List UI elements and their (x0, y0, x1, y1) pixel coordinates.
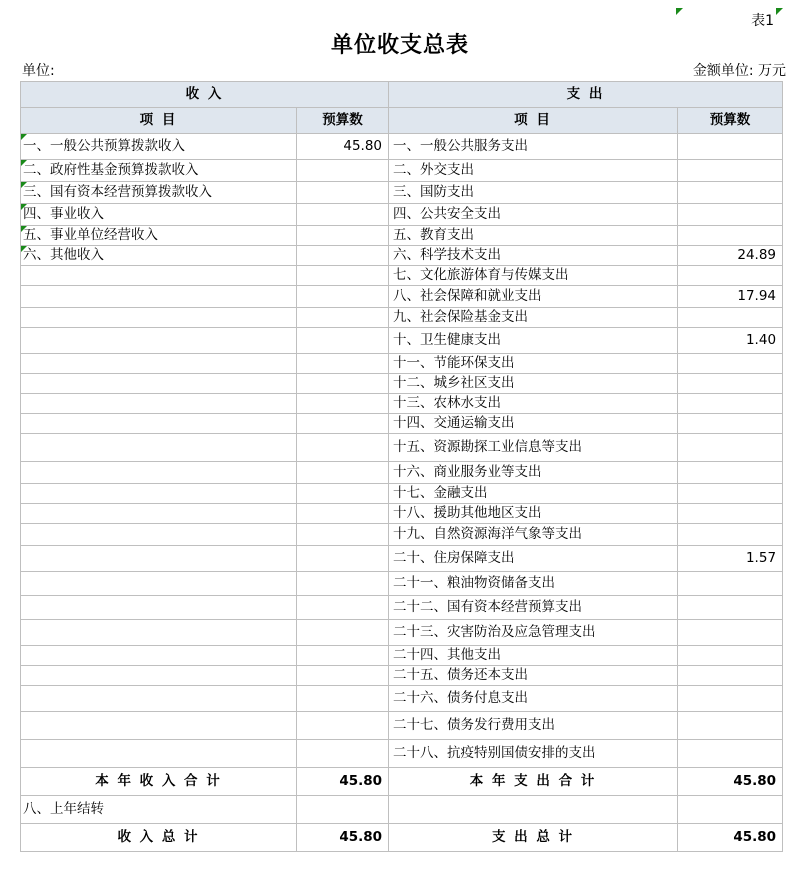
expense-value-cell (678, 374, 783, 394)
income-item-cell (21, 374, 297, 394)
expense-item-cell: 十五、资源勘探工业信息等支出 (389, 434, 678, 462)
table-row (21, 504, 783, 524)
income-item-cell (21, 504, 297, 524)
expense-value-cell (678, 160, 783, 182)
expense-value-cell (678, 394, 783, 414)
unit-label: 单位: (22, 63, 55, 79)
expense-item-cell: 八、社会保障和就业支出 (389, 286, 678, 308)
cell-comment-marker (776, 8, 783, 15)
expense-value-cell (678, 712, 783, 740)
income-value-cell (297, 666, 389, 686)
income-value-cell (297, 266, 389, 286)
income-item-cell: 四、事业收入 (21, 204, 297, 226)
income-item-cell (21, 328, 297, 354)
table-row (21, 134, 783, 160)
year-income-total-value: 45.80 (297, 768, 389, 796)
expense-item-cell: 十、卫生健康支出 (389, 328, 678, 354)
expense-budget-header: 预算数 (678, 108, 783, 134)
expense-item-cell: 十七、金融支出 (389, 484, 678, 504)
table-row (21, 686, 783, 712)
expense-value-cell (678, 462, 783, 484)
expense-item-cell: 六、科学技术支出 (389, 246, 678, 266)
table-row (21, 546, 783, 572)
table-row (21, 524, 783, 546)
expense-item-cell: 十一、节能环保支出 (389, 354, 678, 374)
budget-summary-table (20, 81, 783, 852)
expense-item-cell: 二十五、债务还本支出 (389, 666, 678, 686)
expense-value-cell (678, 266, 783, 286)
table-number-label: 表1 (751, 13, 774, 29)
income-item-cell (21, 572, 297, 596)
expense-item-cell: 二、外交支出 (389, 160, 678, 182)
income-item-cell (21, 266, 297, 286)
income-value-cell (297, 504, 389, 524)
cell-comment-marker (21, 246, 27, 252)
expense-grand-total-label: 支 出 总 计 (389, 824, 678, 852)
expense-item-cell: 一、一般公共服务支出 (389, 134, 678, 160)
expense-value-cell (678, 354, 783, 374)
expense-item-cell: 十二、城乡社区支出 (389, 374, 678, 394)
income-value-cell (297, 328, 389, 354)
expense-value-cell (678, 620, 783, 646)
expense-item-cell: 二十八、抗疫特别国债安排的支出 (389, 740, 678, 768)
expense-item-cell: 九、社会保险基金支出 (389, 308, 678, 328)
income-item-cell (21, 740, 297, 768)
income-item-cell (21, 354, 297, 374)
expense-value-cell (678, 596, 783, 620)
expense-item-cell: 二十七、债务发行费用支出 (389, 712, 678, 740)
income-value-cell (297, 546, 389, 572)
expense-item-cell: 四、公共安全支出 (389, 204, 678, 226)
table-row (21, 374, 783, 394)
income-value-cell (297, 646, 389, 666)
income-item-header: 项 目 (21, 108, 297, 134)
income-value-cell (297, 160, 389, 182)
table-row (21, 266, 783, 286)
income-item-cell (21, 546, 297, 572)
table-row (21, 484, 783, 504)
income-value-cell (297, 394, 389, 414)
expense-item-cell: 十六、商业服务业等支出 (389, 462, 678, 484)
table-row (21, 712, 783, 740)
income-item-cell (21, 596, 297, 620)
income-value-cell (297, 204, 389, 226)
income-grand-total-value: 45.80 (297, 824, 389, 852)
income-item-cell (21, 484, 297, 504)
expense-item-cell: 十四、交通运输支出 (389, 414, 678, 434)
table-row (21, 434, 783, 462)
income-value-cell (297, 374, 389, 394)
expense-value-cell: 1.40 (678, 328, 783, 354)
table-row (21, 328, 783, 354)
income-item-cell (21, 686, 297, 712)
cell-comment-marker (21, 160, 27, 166)
income-value-cell (297, 182, 389, 204)
income-header: 收 入 (21, 82, 389, 108)
table-row (21, 286, 783, 308)
income-item-cell (21, 394, 297, 414)
year-expense-total-label: 本 年 支 出 合 计 (389, 768, 678, 796)
table-row (21, 182, 783, 204)
expense-value-cell (678, 524, 783, 546)
cell-comment-marker (21, 182, 27, 188)
cell-comment-marker (676, 8, 683, 15)
income-value-cell (297, 246, 389, 266)
income-value-cell (297, 712, 389, 740)
expense-item-cell: 十八、援助其他地区支出 (389, 504, 678, 524)
expense-value-cell: 1.57 (678, 546, 783, 572)
income-value-cell (297, 740, 389, 768)
expense-value-cell: 17.94 (678, 286, 783, 308)
income-item-cell: 一、一般公共预算拨款收入 (21, 134, 297, 160)
expense-item-cell: 二十、住房保障支出 (389, 546, 678, 572)
expense-value-cell (678, 504, 783, 524)
income-item-cell: 二、政府性基金预算拨款收入 (21, 160, 297, 182)
carryover-expense-blank (389, 796, 678, 824)
expense-grand-total-value: 45.80 (678, 824, 783, 852)
carryover-row (21, 796, 783, 824)
table-row (21, 204, 783, 226)
expense-value-cell (678, 182, 783, 204)
income-value-cell (297, 686, 389, 712)
expense-item-header: 项 目 (389, 108, 678, 134)
expense-value-cell (678, 134, 783, 160)
income-budget-header: 预算数 (297, 108, 389, 134)
income-value-cell (297, 414, 389, 434)
income-value-cell (297, 434, 389, 462)
expense-value-cell (678, 434, 783, 462)
table-row (21, 740, 783, 768)
income-value-cell (297, 620, 389, 646)
year-expense-total-value: 45.80 (678, 768, 783, 796)
income-value-cell (297, 354, 389, 374)
expense-value-cell (678, 572, 783, 596)
income-item-cell (21, 524, 297, 546)
cell-comment-marker (21, 134, 27, 140)
table-row (21, 596, 783, 620)
table-body (21, 134, 783, 768)
income-item-cell (21, 462, 297, 484)
expense-value-cell (678, 484, 783, 504)
income-value-cell (297, 572, 389, 596)
cell-comment-marker (21, 204, 27, 210)
expense-item-cell: 二十二、国有资本经营预算支出 (389, 596, 678, 620)
income-item-cell (21, 286, 297, 308)
carryover-value (297, 796, 389, 824)
income-item-cell: 六、其他收入 (21, 246, 297, 266)
expense-value-cell (678, 308, 783, 328)
expense-item-cell: 三、国防支出 (389, 182, 678, 204)
expense-item-cell: 十九、自然资源海洋气象等支出 (389, 524, 678, 546)
expense-item-cell: 七、文化旅游体育与传媒支出 (389, 266, 678, 286)
income-value-cell (297, 596, 389, 620)
expense-item-cell: 二十三、灾害防治及应急管理支出 (389, 620, 678, 646)
table-row (21, 246, 783, 266)
expense-value-cell (678, 204, 783, 226)
expense-header: 支 出 (389, 82, 783, 108)
expense-value-cell (678, 414, 783, 434)
income-grand-total-label: 收 入 总 计 (21, 824, 297, 852)
carryover-expense-value (678, 796, 783, 824)
income-item-cell (21, 646, 297, 666)
table-row (21, 462, 783, 484)
carryover-label: 八、上年结转 (21, 796, 297, 824)
income-item-cell: 三、国有资本经营预算拨款收入 (21, 182, 297, 204)
cell-comment-marker (21, 226, 27, 232)
income-value-cell: 45.80 (297, 134, 389, 160)
page-title: 单位收支总表 (330, 33, 469, 58)
expense-item-cell: 二十一、粮油物资储备支出 (389, 572, 678, 596)
table-row (21, 160, 783, 182)
income-value-cell (297, 524, 389, 546)
table-row (21, 226, 783, 246)
income-value-cell (297, 308, 389, 328)
year-total-row (21, 768, 783, 796)
table-row (21, 414, 783, 434)
expense-value-cell (678, 646, 783, 666)
table-row (21, 646, 783, 666)
expense-value-cell (678, 666, 783, 686)
income-item-cell: 五、事业单位经营收入 (21, 226, 297, 246)
income-item-cell (21, 620, 297, 646)
income-value-cell (297, 462, 389, 484)
expense-item-cell: 五、教育支出 (389, 226, 678, 246)
expense-value-cell (678, 740, 783, 768)
income-value-cell (297, 226, 389, 246)
income-item-cell (21, 712, 297, 740)
year-income-total-label: 本 年 收 入 合 计 (21, 768, 297, 796)
expense-value-cell (678, 686, 783, 712)
income-item-cell (21, 308, 297, 328)
expense-item-cell: 二十六、债务付息支出 (389, 686, 678, 712)
table-row (21, 394, 783, 414)
income-value-cell (297, 286, 389, 308)
table-row (21, 666, 783, 686)
table-row (21, 620, 783, 646)
expense-value-cell: 24.89 (678, 246, 783, 266)
table-row (21, 354, 783, 374)
income-value-cell (297, 484, 389, 504)
income-item-cell (21, 414, 297, 434)
expense-item-cell: 十三、农林水支出 (389, 394, 678, 414)
expense-value-cell (678, 226, 783, 246)
table-row (21, 572, 783, 596)
income-item-cell (21, 666, 297, 686)
income-item-cell (21, 434, 297, 462)
grand-total-row (21, 824, 783, 852)
expense-item-cell: 二十四、其他支出 (389, 646, 678, 666)
amount-unit-label: 金额单位: 万元 (692, 63, 786, 79)
table-row (21, 308, 783, 328)
